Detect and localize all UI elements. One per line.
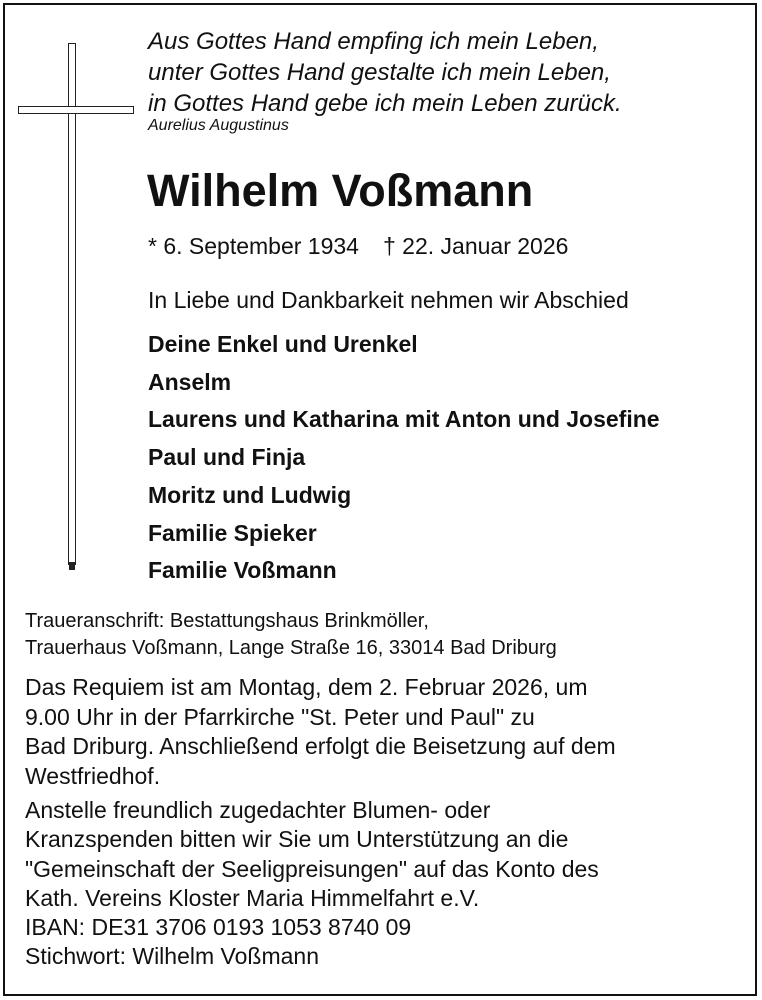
poem-quote: [148, 26, 622, 119]
mourner-entry: Moritz und Ludwig: [148, 481, 352, 508]
address-line: Traueranschrift: Bestattungshaus Brinkmöller,: [25, 610, 429, 632]
mourners-list: [148, 326, 660, 590]
requiem-line: Das Requiem ist am Montag, dem 2. Februar 2026, um: [25, 674, 588, 700]
requiem-line: Westfriedhof.: [25, 762, 161, 789]
mourner-entry: Anselm: [148, 368, 232, 395]
mourner-entry: Familie Spieker: [148, 519, 317, 546]
donation-line: Kath. Vereins Kloster Maria Himmelfahrt e.V.: [25, 884, 480, 911]
death-date: † 22. Januar 2026: [382, 233, 569, 259]
donation-line: "Gemeinschaft der Seeligpreisungen" auf das Konto des: [25, 855, 599, 882]
keyword-line: Stichwort: Wilhelm Voßmann: [25, 943, 319, 970]
mourning-address: [25, 608, 557, 662]
mourner-entry: Deine Enkel und Urenkel: [148, 331, 418, 357]
requiem-line: 9.00 Uhr in der Pfarrkirche "St. Peter und Paul" zu: [25, 703, 535, 730]
birth-date: * 6. September 1934: [148, 233, 359, 259]
donation-line: Anstelle freundlich zugedachter Blumen- oder: [25, 797, 491, 823]
poem-author: Aurelius Augustinus: [148, 117, 289, 134]
mourner-entry: Paul und Finja: [148, 444, 306, 471]
cross-vertical-beam: [68, 43, 76, 565]
cross-horizontal-beam: [18, 106, 134, 114]
life-dates: [148, 233, 568, 260]
iban-line: IBAN: DE31 3706 0193 1053 8740 09: [25, 914, 412, 941]
requiem-notice: [25, 673, 616, 791]
requiem-line: Bad Driburg. Anschließend erfolgt die Beisetzung auf dem: [25, 733, 616, 759]
address-line: Trauerhaus Voßmann, Lange Straße 16, 33014 Bad Driburg: [25, 637, 557, 659]
poem-line: in Gottes Hand gebe ich mein Leben zurück.: [148, 90, 622, 117]
farewell-text: In Liebe und Dankbarkeit nehmen wir Abschied: [148, 287, 629, 313]
poem-line: unter Gottes Hand gestalte ich mein Leben,: [148, 59, 611, 86]
poem-line: Aus Gottes Hand empfing ich mein Leben,: [148, 28, 599, 55]
deceased-name: Wilhelm Voßmann: [147, 165, 534, 216]
donation-notice: [25, 796, 599, 972]
cross-foot: [69, 562, 75, 570]
mourner-entry: Familie Voßmann: [148, 557, 337, 584]
mourner-entry: Laurens und Katharina mit Anton und Josefine: [148, 406, 660, 433]
donation-line: Kranzspenden bitten wir Sie um Unterstützung an die: [25, 826, 569, 853]
